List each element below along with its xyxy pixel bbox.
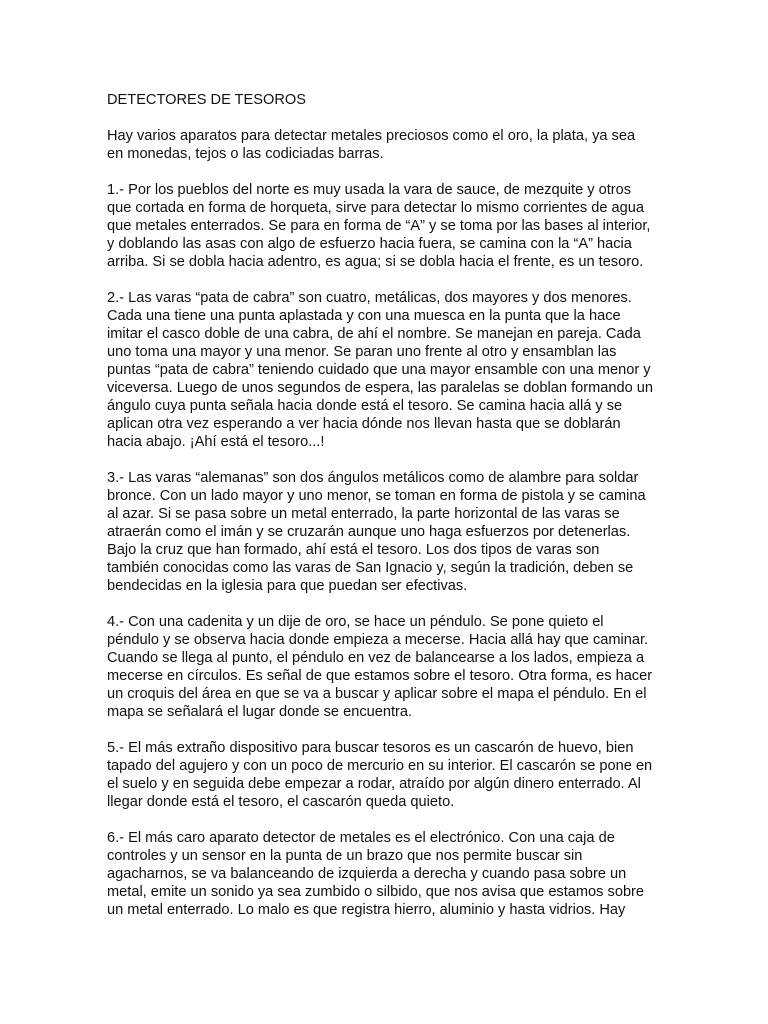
document-title: DETECTORES DE TESOROS — [107, 92, 306, 108]
intro-paragraph: Hay varios aparatos para detectar metales preciosos como el oro, la plata, ya sea en monedas, tejos o las codiciadas barras. — [107, 128, 636, 162]
paragraph-varas-alemanas: 3.- Las varas “alemanas” son dos ángulos metálicos como de alambre para soldar bronce. Con un lado mayor y uno menor, se toman en forma de pistola y se camina al azar. Si se pasa sobre un metal enterrado, la parte horizontal de las varas se atraerán como el imán y se cruzarán aunque uno haga esfuerzos por detenerlas. Bajo la cruz que han formado, ahí está el tesoro. Los dos tipos de varas son también conocidas como las varas de San Ignacio y, según la tradición, deben se bendecidas en la iglesia para que puedan ser efectivas. — [107, 470, 646, 594]
paragraph-detector-electronico: 6.- El más caro aparato detector de metales es el electrónico. Con una caja de controles y un sensor en la punta de un brazo que nos permite buscar sin agacharnos, se va balanceando de izquierda a derecha y cuando pasa sobre un metal, emite un sonido ya sea zumbido o silbido, que nos avisa que estamos sobre un metal enterrado. Lo malo es que registra hierro, aluminio y hasta vidrios. Hay — [107, 830, 645, 918]
paragraph-vara-de-sauce: 1.- Por los pueblos del norte es muy usada la vara de sauce, de mezquite y otros que cortada en forma de horqueta, sirve para detectar lo mismo corrientes de agua que metales enterrados. Se para en forma de “A” y se toma por las bases al interior, y doblando las asas con algo de esfuerzo hacia fuera, se camina con la “A” hacia arriba. Si se dobla hacia adentro, es agua; si se dobla hacia el frente, es un tesoro. — [107, 182, 651, 270]
paragraph-cascaron-de-huevo: 5.- El más extraño dispositivo para buscar tesoros es un cascarón de huevo, bien tapado del agujero y con un poco de mercurio en su interior. El cascarón se pone en el suelo y en seguida debe empezar a rodar, atraído por algún dinero enterrado. Al llegar donde está el tesoro, el cascarón queda quieto. — [107, 740, 653, 810]
paragraph-pendulo: 4.- Con una cadenita y un dije de oro, se hace un péndulo. Se pone quieto el péndulo y se observa hacia donde empieza a mecerse. Hacia allá hay que caminar. Cuando se llega al punto, el péndulo en vez de balancearse a los lados, empieza a mecerse en círculos. Es señal de que estamos sobre el tesoro. Otra forma, es hacer un croquis del área en que se va a buscar y aplicar sobre el mapa el péndulo. En el mapa se señalará el lugar donde se encuentra. — [107, 614, 653, 720]
document-page — [107, 91, 655, 937]
paragraph-pata-de-cabra: 2.- Las varas “pata de cabra” son cuatro, metálicas, dos mayores y dos menores. Cada una tiene una punta aplastada y con una muesca en la punta que la hace imitar el casco doble de una cabra, de ahí el nombre. Se manejan en pareja. Cada uno toma una mayor y una menor. Se paran uno frente al otro y ensamblan las puntas “pata de cabra” teniendo cuidado que una mayor ensamble con una menor y viceversa. Luego de unos segundos de espera, las paralelas se doblan formando un ángulo cuya punta señala hacia donde está el tesoro. Se camina hacia allá y se aplican otra vez esperando a ver hacia dónde nos llevan hasta que se doblarán hacia abajo. ¡Ahí está el tesoro...! — [107, 290, 654, 450]
